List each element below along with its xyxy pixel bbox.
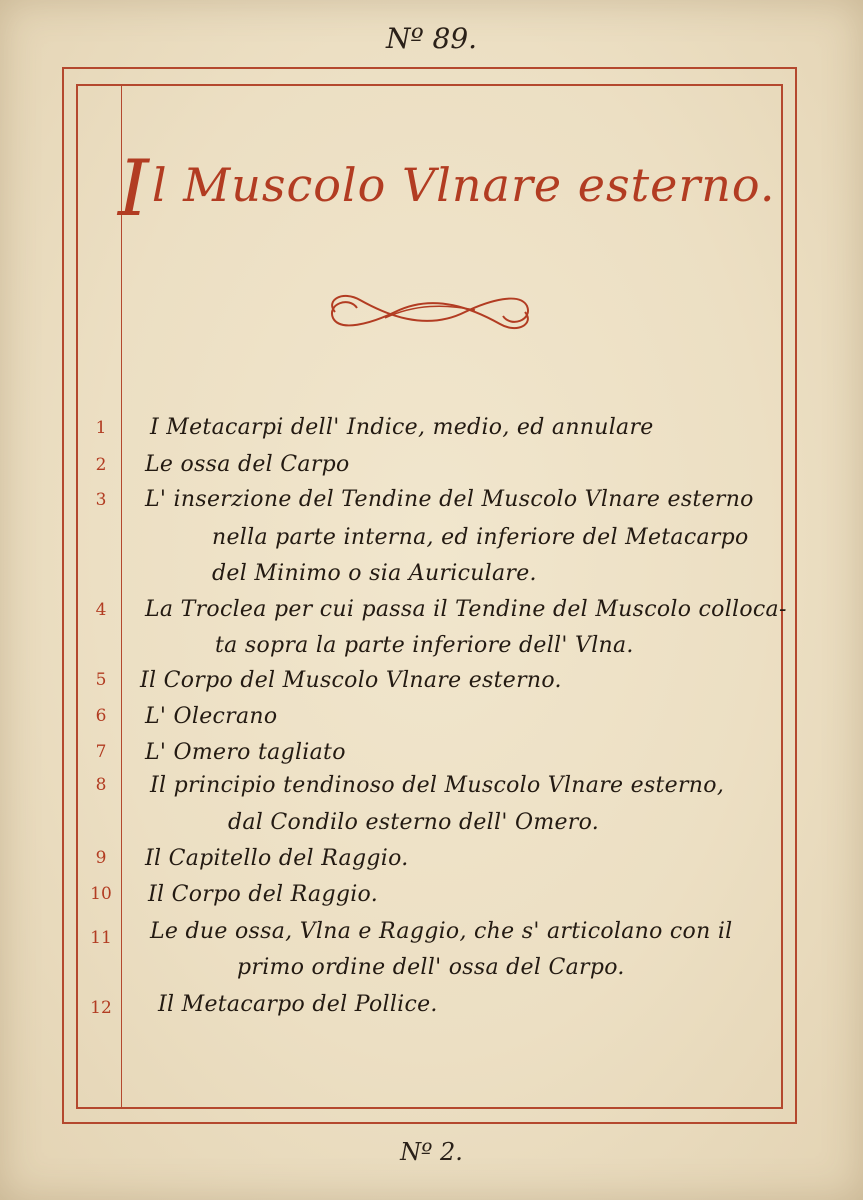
legend-text-line: Il Corpo del Raggio. [148, 882, 379, 907]
legend-number: 4 [95, 600, 107, 620]
legend-text-line: primo ordine dell' ossa del Carpo. [237, 955, 625, 980]
legend-text-line: Il Metacarpo del Pollice. [158, 992, 438, 1017]
legend-text-line: Il principio tendinoso del Muscolo Vlnare esterno, [150, 773, 725, 798]
legend-text-line: L' Omero tagliato [145, 740, 346, 765]
legend-number: 12 [90, 998, 112, 1018]
page-number: Nº 89. [385, 22, 478, 55]
legend-number: 6 [95, 706, 107, 726]
footer-signature-mark: Nº 2. [400, 1138, 463, 1166]
legend-text-line: L' Olecrano [145, 704, 278, 729]
legend-text-line: I Metacarpi dell' Indice, medio, ed annulare [150, 415, 654, 440]
legend-text-line: dal Condilo esterno dell' Omero. [228, 810, 600, 835]
legend-text-line: Il Corpo del Muscolo Vlnare esterno. [140, 668, 562, 693]
legend-number: 7 [95, 742, 107, 762]
legend-text-line: nella parte interna, ed inferiore del Metacarpo [212, 525, 749, 550]
legend-number: 10 [90, 884, 112, 904]
legend-number: 9 [95, 848, 107, 868]
legend-number: 3 [95, 490, 107, 510]
legend-number: 5 [95, 670, 107, 690]
legend-text-line: del Minimo o sia Auriculare. [212, 561, 537, 586]
title-initial: I [118, 144, 150, 234]
legend-text-line: La Troclea per cui passa il Tendine del Muscolo colloca- [145, 597, 787, 622]
legend-number: 8 [95, 775, 107, 795]
legend-text-line: ta sopra la parte inferiore dell' Vlna. [215, 633, 634, 658]
title-text: l Muscolo Vlnare esterno. [151, 158, 776, 212]
legend-number: 11 [90, 928, 112, 948]
legend-text-line: Le due ossa, Vlna e Raggio, che s' articolano con il [150, 919, 733, 944]
legend-number: 2 [95, 455, 107, 475]
legend-number: 1 [95, 418, 107, 438]
legend-text-line: Le ossa del Carpo [145, 452, 350, 477]
legend-text-line: Il Capitello del Raggio. [145, 846, 409, 871]
legend-text-line: L' inserzione del Tendine del Muscolo Vlnare esterno [145, 487, 754, 512]
